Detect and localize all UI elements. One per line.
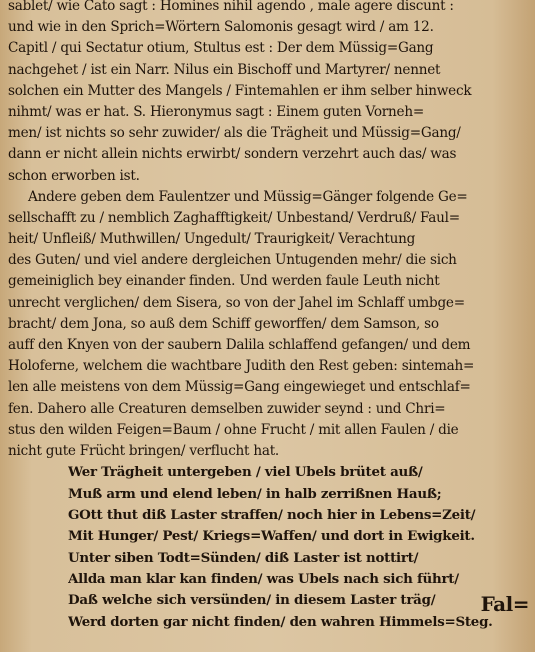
paragraph-1: [8, 0, 528, 187]
verse-line: Werd dorten gar nicht finden/ den wahren Himmels=Steg.: [68, 613, 493, 630]
text-line: solchen ein Mutter des Mangels / Fintemahlen er ihm selber hinweck: [8, 82, 472, 99]
text-line: nachgehet / ist ein Narr. Nilus ein Bischoff und Martyrer/ nennet: [8, 61, 441, 78]
text-line: nihmt/ was er hat. S. Hieronymus sagt : Einem guten Vorneh=: [8, 103, 424, 120]
verse-line: Allda man klar kan finden/ was Ubels nach sich führt/: [68, 571, 459, 588]
catchword: Fal=: [480, 592, 529, 616]
text-line: len alle meistens von dem Müssig=Gang eingewieget und entschlaf=: [8, 379, 471, 396]
verse-line: Wer Trägheit untergeben / viel Ubels brütet auß/: [68, 464, 423, 481]
text-line: nicht gute Frücht bringen/ verflucht hat.: [8, 442, 279, 459]
text-line: fen. Dahero alle Creaturen demselben zuwider seynd : und Chri=: [8, 400, 446, 417]
text-line: unrecht verglichen/ dem Sisera, so von der Jahel im Schlaff umbge=: [8, 294, 465, 311]
paragraph-2: [8, 187, 528, 462]
text-line: gemeiniglich bey einander finden. Und werden faule Leuth nicht: [8, 273, 440, 290]
text-line: heit/ Unfleiß/ Muthwillen/ Ungedult/ Traurigkeit/ Verachtung: [8, 231, 416, 248]
text-line: schon erworben ist.: [8, 167, 140, 184]
text-line: sablet/ wie Cato sagt : Homines nihil agendo , male agere discunt :: [8, 0, 454, 14]
verse-line: Unter siben Todt=Sünden/ diß Laster ist nottirt/: [68, 549, 419, 566]
verse-line: Muß arm und elend leben/ in halb zerrißnen Hauß;: [68, 485, 442, 502]
verse-line: GOtt thut diß Laster straffen/ noch hier in Lebens=Zeit/: [68, 506, 476, 523]
verse-line: Mit Hunger/ Pest/ Kriegs=Waffen/ und dort in Ewigkeit.: [68, 528, 475, 545]
text-line: stus den wilden Feigen=Baum / ohne Frucht / mit allen Faulen / die: [8, 421, 459, 438]
text-line: dann er nicht allein nichts erwirbt/ sondern verzehrt auch das/ was: [8, 146, 457, 163]
text-line: bracht/ dem Jona, so auß dem Schiff geworffen/ dem Samson, so: [8, 315, 439, 332]
text-line: auff den Knyen von der saubern Dalila schlaffend gefangen/ und dem: [8, 337, 471, 353]
verse-line: Daß welche sich versünden/ in diesem Laster träg/: [68, 592, 436, 609]
text-line: Holoferne, welchem die wachtbare Judith den Rest geben: sintemah=: [8, 358, 475, 375]
text-line: Capitl / qui Sectatur otium, Stultus est : Der dem Müssig=Gang: [8, 40, 434, 57]
text-line: und wie in den Sprich=Wörtern Salomonis gesagt wird / am 12.: [8, 19, 434, 36]
text-line: Andere geben dem Faulentzer und Müssig=Gänger folgende Ge=: [28, 188, 468, 205]
text-line: des Guten/ und viel andere dergleichen Untugenden mehr/ die sich: [8, 252, 457, 269]
verse-stanza: [8, 462, 528, 633]
text-line: men/ ist nichts so sehr zuwider/ als die Trägheit und Müssig=Gang/: [8, 125, 461, 142]
page-text: [8, 0, 528, 633]
text-line: sellschafft zu / nemblich Zaghafftigkeit/ Unbestand/ Verdruß/ Faul=: [8, 209, 460, 226]
